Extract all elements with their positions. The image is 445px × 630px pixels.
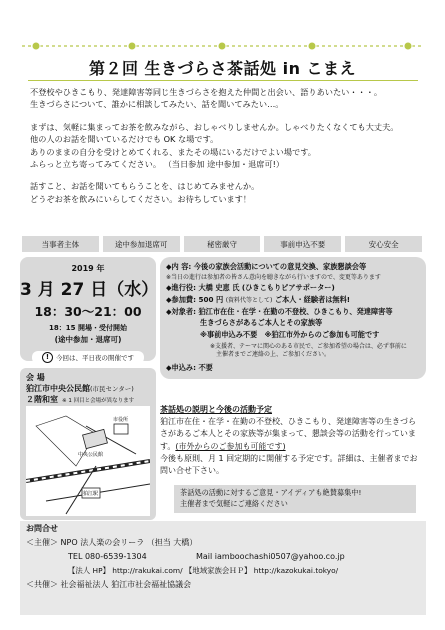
value: ご本人・経験者は無料! [274,295,351,304]
intro-line: まずは、気軽に集まってお茶を飲みながら、おしゃべりしませんか。しゃべりたくなくても大丈夫。 [30,121,399,132]
note: ※当日の進行は参加者の皆さん意向を聴きながら行いますので、変更等あります [166,274,381,281]
note: (資料代等として) [225,297,273,304]
label: ◆対象者: [166,307,196,316]
value: 大橋 史恵 氏 (ひきこもりピアサポーター) [198,283,335,292]
partial-participation: (途中参加・退席可) [54,335,122,344]
details-box [160,257,426,379]
venue-room-note: ※ 1 回目と会場が異なります [62,398,135,404]
map-label-community-center: 中央公民館 [78,452,104,458]
venue-name-note: (市民センター) [90,385,134,393]
detail-fee [166,295,424,307]
contact-box [20,521,426,615]
value: 今後の家族会活動についての意見交換、家族懇談会等 [193,262,367,271]
intro-line: 話すこと、お話を聞いてもらうことを、はじめてみませんか。 [30,181,260,192]
note-text: 今回は、平日夜の開催です [56,354,134,362]
reception-time: 18：15 開場・受付開始 [49,324,127,332]
event-date: 3 月 27 日（水） [20,280,159,300]
opinion-line: 主催者まで気軽にご連絡ください [180,499,288,508]
date-box [20,257,159,362]
contact-organizer: ＜主催＞ NPO 法人楽の会リーラ （担当 大橋） [26,538,198,547]
explain-heading: 茶話処の説明と今後の活動予定 [160,405,272,414]
detail-support-note2 [216,349,445,361]
contact-homepage[interactable]: 【法人 HP】 http://rakukai.com/ 【地域家族会ＨＰ】 http://kazokukai.tokyo/ [68,566,339,575]
explain-body [160,416,422,453]
tag-label: 事前申込不要 [264,236,341,252]
label: ◆進行役: [166,283,196,292]
venue-box [20,368,156,520]
detail-content-note [166,272,424,284]
value: 狛江市在住・在学・在勤の不登校、ひきこもり、発達障害等 [198,307,393,316]
intro-line: ふらっと立ち寄ってみてください。 （当日参加 途中参加・退席可!） [30,159,285,170]
map-label-station: 狛江駅 [83,491,99,497]
intro-line: 不登校やひきこもり、発達障害等同じ生きづらさを抱えた仲間と出会い、語りあいたい・・・。 [30,87,383,97]
detail-reserve [200,330,445,341]
venue-map [26,406,150,516]
contact-heading: お問合せ [26,524,58,533]
contact-mail[interactable]: Mail iamboochashi0507@yahoo.co.jp [196,552,345,561]
value: ※狛江市外からのご参加も可能です [264,330,380,339]
tag-label: 当事者主体 [22,236,99,252]
contact-tel: TEL 080-6539-1304 [68,552,147,561]
value: 500 円 [198,295,224,304]
opinion-line: 茶話処の活動に対するご意見・アイディアも絶賛募集中! [180,488,362,497]
event-year: 2019 年 [71,264,105,273]
explain-text: 狛江市在住・在学・在勤の不登校、ひきこもり、発達障害等の生きづらさがあるご本人とその家族等が集まって、懇談会等の活動を行っています。 [160,417,416,451]
label: ◆内 容: [166,262,192,271]
explain-body2: 今後も原則、月 1 回定期的に開催する予定です。詳細は、主催者までお問い合せ下さい。 [160,453,418,476]
detail-target2: 生きづらさがあるご本人とその家族等 [200,318,323,327]
feature-tags [22,236,422,252]
intro-line: 生きづらさについて、誰かに相談してみたい、話を聞いてみたい…。 [30,99,284,110]
note: 主催者までご連絡の上、ご参加ください。 [216,351,331,358]
venue-label: 会 場 [26,373,45,382]
note: ※支援者、テーマに関心のある市民で、ご参加希望の場合は、必ず事前に [210,343,407,350]
page-title: 第２回 生きづらさ茶話処 in こまえ [88,59,357,78]
explain-underline-text: (市外からのご参加も可能です) [175,441,286,451]
detail-target [166,307,424,318]
value: ※事前申込み不要 [200,330,258,339]
map-graphic [26,406,150,516]
opinion-box [174,485,416,513]
event-time: 18：30～21：00 [34,304,142,319]
intro-line: ありのままの自分を受けとめてくれる、またその場にいるだけでよい場です。 [30,146,316,157]
venue-room-text: ２階和室 [26,395,58,404]
label: ◆参加費: [166,295,196,304]
intro-line: どうぞお茶を飲みにいらしてください。お待ちしています！ [30,193,252,204]
map-label-city-hall: 市役所 [113,417,129,423]
detail-apply [166,363,424,374]
activity-explanation [160,404,422,477]
weekday-night-note [32,351,144,364]
venue-name [26,383,134,394]
venue-room [26,394,134,405]
exclamation-icon: ! [42,352,53,363]
label: ◆申込み: [166,363,196,372]
intro-line: 他の人のお話を聞いているだけでも OK な場です。 [30,134,219,145]
tag-label: 途中参加退席可 [103,236,180,252]
contact-cosponsor: ＜共催＞ 社会福祉法人 狛江市社会福祉協議会 [26,580,192,589]
detail-facilitator [166,283,424,294]
tag-label: 安心安全 [345,236,422,252]
intro-text [30,86,422,205]
value: 不要 [198,363,213,372]
decorative-dotted-line [22,40,422,52]
venue-name-text: 狛江市中央公民館 [26,384,90,393]
title-underline [28,80,418,81]
tag-label: 秘密厳守 [184,236,261,252]
detail-content [166,262,424,273]
